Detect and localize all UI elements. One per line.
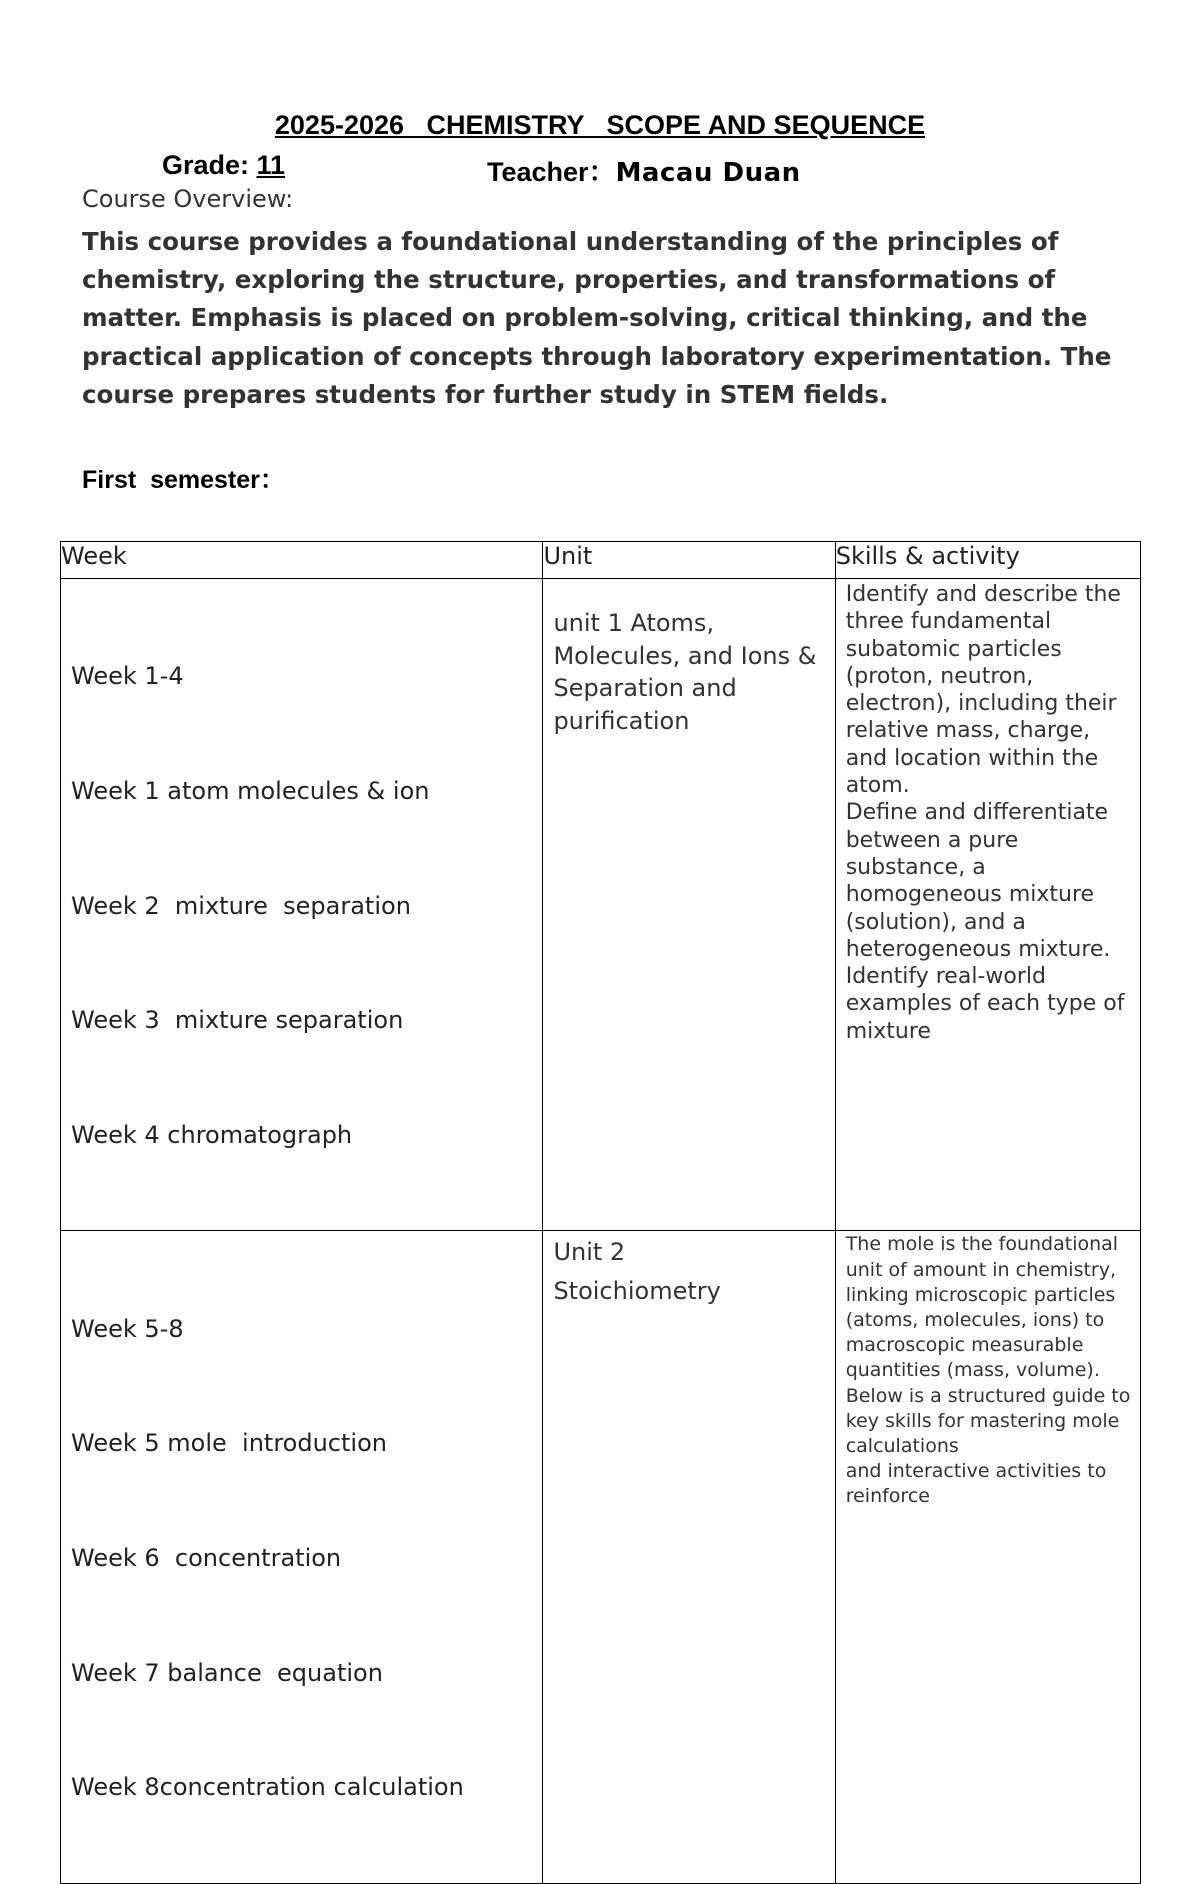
skill-paragraph: Define and differentiate between a pure substance, a homogeneous mixture (solution), and a heterogeneous mixture. (845, 800, 1111, 962)
document-title: 2025-2026 CHEMISTRY SCOPE AND SEQUENCE (274, 110, 926, 140)
header-skills: Skills & activity (835, 542, 1140, 579)
skills-cell (835, 579, 1140, 1231)
semester-label: First semester： (82, 466, 285, 494)
week-cell (61, 1231, 543, 1883)
unit-title: unit 1 Atoms, Molecules, and Ions & Separation and purification (553, 609, 817, 735)
skill-paragraph: Identify and describe the three fundamental subatomic particles (proton, neutron, electron), including their relative mass, charge, and location within the atom. (845, 582, 1121, 799)
skill-paragraph: and interactive activities to reinforce (845, 1460, 1107, 1508)
table-header-row (61, 542, 1141, 579)
teacher-line (487, 150, 801, 189)
unit-cell (543, 579, 835, 1231)
grade-value: 11 (256, 150, 286, 180)
unit-number: Unit 2 (553, 1238, 626, 1267)
week-item: Week 1 atom molecules & ion (71, 777, 430, 806)
week-item: Week 5-8 (71, 1314, 184, 1343)
week-item: Week 4 chromatograph (71, 1120, 353, 1149)
skill-paragraph: The mole is the foundational unit of amount in chemistry, linking microscopic particles (atoms, molecules, ions) to macroscopic measurable quantities (mass, volume). Below is a structured guide to key skills for mastering mole calculations (845, 1233, 1131, 1458)
course-overview-text: This course provides a foundational understanding of the principles of chemistry, exploring the structure, properties, and transformations of matter. Emphasis is placed on problem-solving, critical thinking, and the practical application of concepts through laboratory experimentation. The course prepares students for further study in STEM fields. (82, 227, 1112, 409)
grade-line (162, 150, 285, 181)
header-unit: Unit (543, 542, 835, 579)
week-item: Week 5 mole introduction (71, 1429, 387, 1458)
course-overview-label: Course Overview: (82, 185, 294, 213)
teacher-name: Macau Duan (615, 158, 801, 188)
unit-title: Stoichiometry (553, 1276, 721, 1305)
table-row (61, 579, 1141, 1231)
header-week: Week (61, 542, 543, 579)
skill-paragraph: Identify real-world examples of each type of mixture (845, 964, 1125, 1044)
week-item: Week 1-4 (71, 662, 184, 691)
table-row (61, 1231, 1141, 1883)
scope-table (60, 541, 1141, 1884)
week-item: Week 3 mixture separation (71, 1006, 404, 1035)
week-item: Week 2 mixture separation (71, 891, 411, 920)
grade-label: Grade: (162, 150, 257, 180)
week-item: Week 8concentration calculation (71, 1773, 464, 1802)
week-item: Week 7 balance equation (71, 1658, 383, 1687)
skills-cell (835, 1231, 1140, 1883)
teacher-label: Teacher： (487, 157, 616, 187)
unit-cell (543, 1231, 835, 1883)
week-cell (61, 579, 543, 1231)
week-item: Week 6 concentration (71, 1544, 342, 1573)
